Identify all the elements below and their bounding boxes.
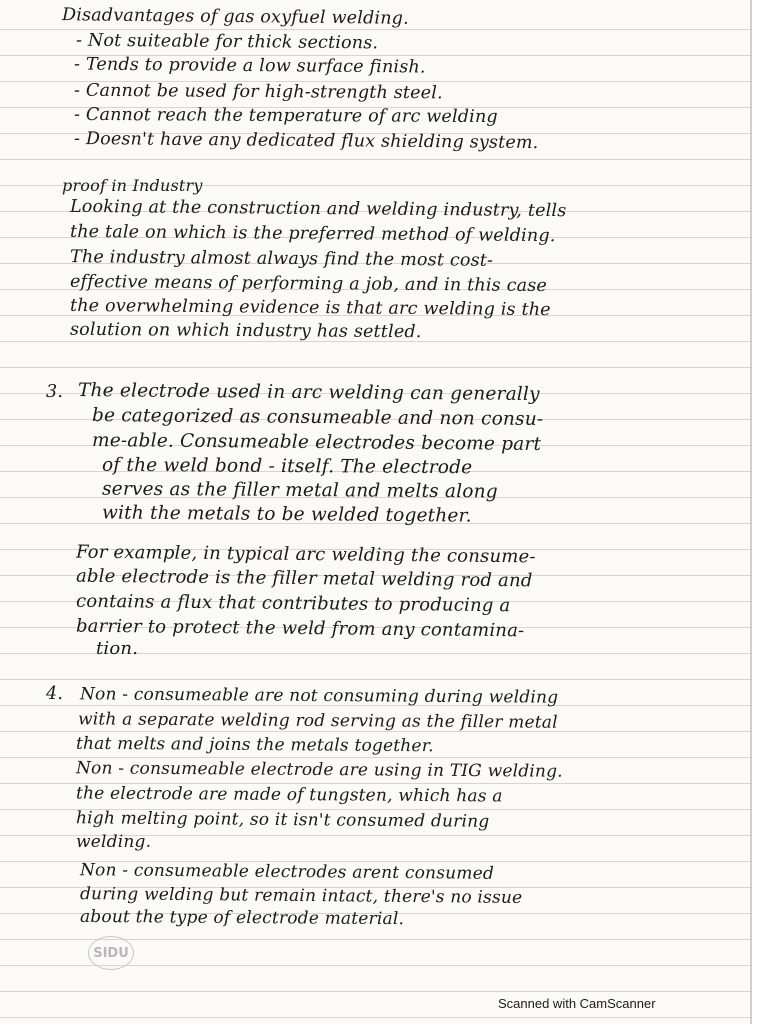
example-line: For example, in typical arc welding the consume- bbox=[75, 541, 536, 568]
paragraph-line: me-able. Consumeable electrodes become part bbox=[91, 430, 542, 455]
paragraph-line: about the type of electrode material. bbox=[79, 906, 405, 930]
list-item: - Cannot reach the temperature of arc welding bbox=[73, 104, 498, 128]
paragraph-line: the tale on which is the preferred method of welding. bbox=[69, 221, 556, 247]
list-item: - Cannot be used for high-strength steel. bbox=[73, 80, 443, 104]
paragraph-line: Non - consumeable are not consuming during welding bbox=[79, 684, 559, 708]
paragraph-line: effective means of performing a job, and in this case bbox=[69, 271, 548, 297]
example-line: tion. bbox=[96, 638, 139, 659]
paragraph-line: Non - consumeable electrodes arent consumed bbox=[79, 860, 495, 884]
section-number: 3. bbox=[46, 382, 64, 402]
paragraph-line: the electrode are made of tungsten, which has a bbox=[75, 783, 503, 807]
list-item: - Doesn't have any dedicated flux shielding system. bbox=[73, 128, 539, 154]
paragraph-line: that melts and joins the metals together. bbox=[75, 733, 434, 757]
paragraph-line: The industry almost always find the most cost- bbox=[69, 247, 494, 271]
paragraph-line: serves as the filler metal and melts along bbox=[101, 478, 498, 503]
paragraph-line: The electrode used in arc welding can generally bbox=[77, 379, 540, 406]
example-line: able electrode is the filler metal welding rod and bbox=[75, 565, 533, 592]
paragraph-line: Non - consumeable electrode are using in TIG welding. bbox=[75, 758, 563, 782]
scanner-watermark: Scanned with CamScanner bbox=[498, 996, 656, 1011]
paragraph-line: with the metals to be welded together. bbox=[101, 502, 472, 527]
paragraph-line: the overwhelming evidence is that arc welding is the bbox=[69, 295, 551, 321]
disadvantages-heading: Disadvantages of gas oxyfuel welding. bbox=[61, 5, 409, 29]
paragraph-line: high melting point, so it isn't consumed during bbox=[75, 808, 490, 832]
section-number: 4. bbox=[46, 684, 64, 704]
example-line: contains a flux that contributes to producing a bbox=[75, 590, 511, 617]
proof-heading: proof in Industry bbox=[62, 176, 203, 195]
paragraph-line: of the weld bond - itself. The electrode bbox=[101, 454, 473, 479]
paragraph-line: with a separate welding rod serving as the filler metal bbox=[77, 709, 558, 733]
paragraph-line: during welding but remain intact, there's no issue bbox=[79, 884, 523, 908]
paragraph-line: be categorized as consumeable and non consu- bbox=[91, 405, 544, 430]
example-line: barrier to protect the weld from any contamina- bbox=[75, 615, 525, 642]
list-item: - Tends to provide a low surface finish. bbox=[73, 54, 426, 78]
paragraph-line: solution on which industry has settled. bbox=[69, 319, 422, 343]
list-item: - Not suiteable for thick sections. bbox=[75, 30, 379, 54]
page-stamp: SIDU bbox=[88, 936, 134, 970]
paragraph-line: Looking at the construction and welding industry, tells bbox=[69, 196, 567, 222]
paragraph-line: welding. bbox=[76, 832, 152, 852]
